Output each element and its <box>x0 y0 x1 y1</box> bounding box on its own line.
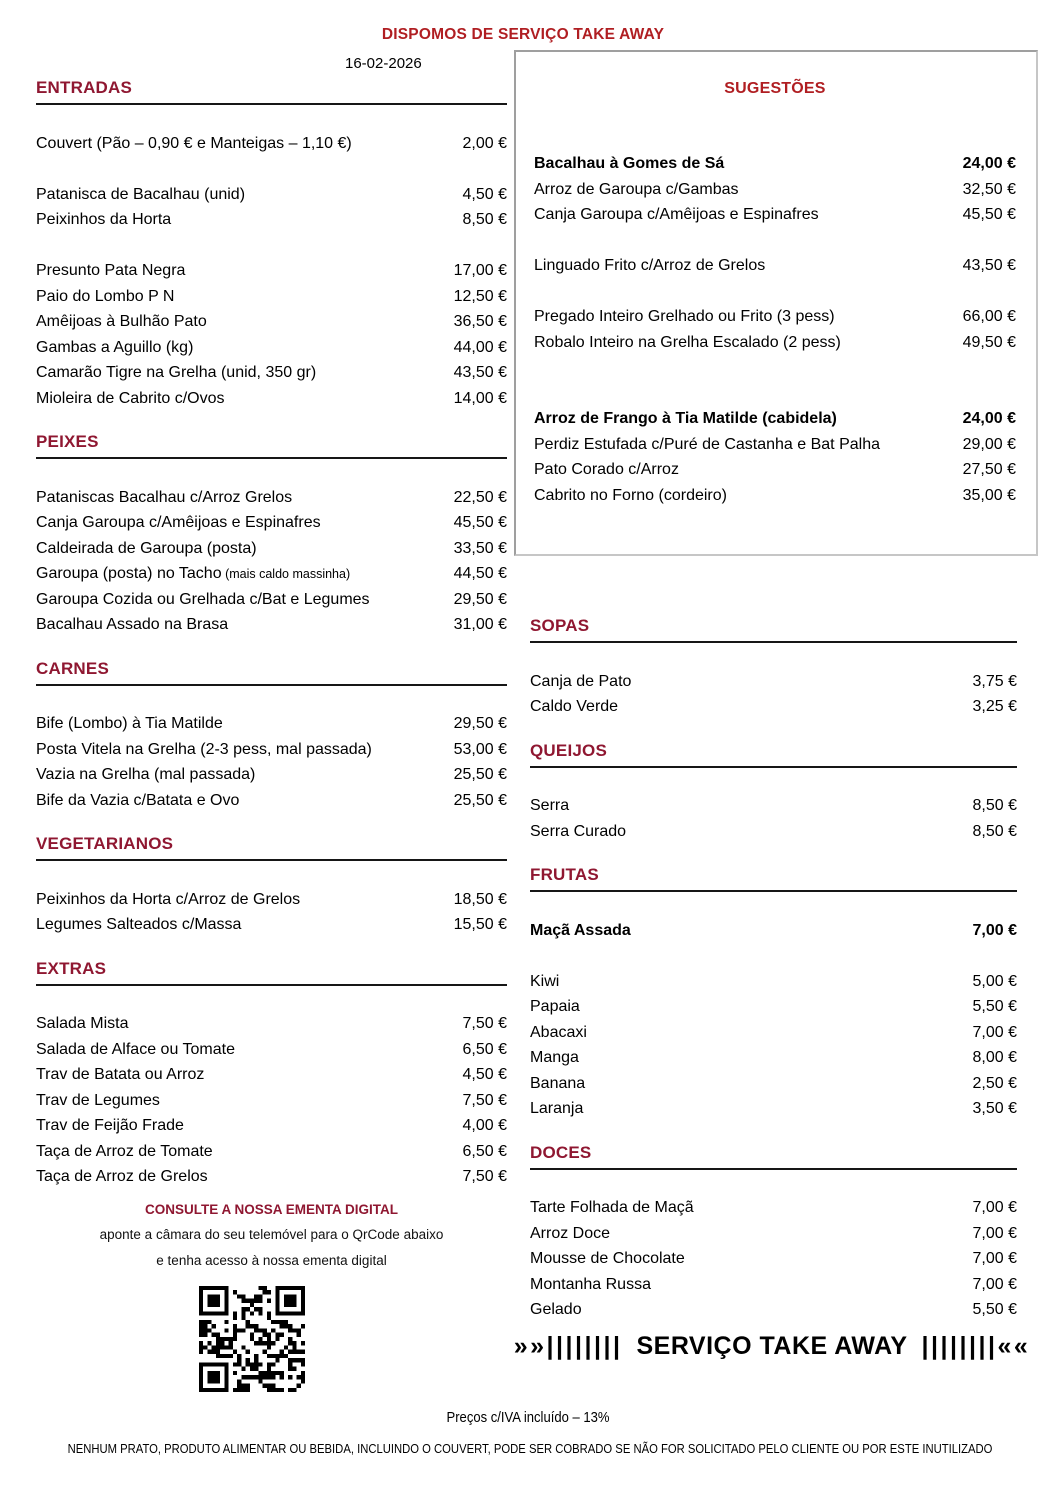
menu-item-price: 66,00 € <box>962 308 1016 325</box>
menu-item <box>530 1096 1017 1122</box>
menu-group <box>36 131 507 157</box>
section-heading: SOPAS <box>530 615 1017 643</box>
menu-item <box>36 1011 507 1037</box>
menu-item <box>530 1297 1017 1323</box>
menu-item-name: Posta Vitela na Grelha (2-3 pess, mal passada) <box>36 740 372 758</box>
menu-item-name: Caldeirada de Garoupa (posta) <box>36 539 257 557</box>
menu-item-price: 44,00 € <box>453 338 507 356</box>
menu-item <box>530 969 1017 995</box>
section-heading: EXTRAS <box>36 958 507 986</box>
menu-item-price: 18,50 € <box>453 890 507 908</box>
menu-group <box>36 887 507 938</box>
menu-item-name: Arroz Doce <box>530 1224 611 1242</box>
menu-item-price: 17,00 € <box>453 262 507 279</box>
section-heading: QUEIJOS <box>530 740 1017 768</box>
menu-item-price: 33,50 € <box>453 539 507 557</box>
menu-item-price: 53,00 € <box>453 740 507 758</box>
menu-item <box>36 335 507 361</box>
menu-item-price: 25,50 € <box>453 766 507 783</box>
banner-right-marks: ||||||||«« <box>921 1332 1031 1360</box>
menu-item-price: 3,75 € <box>972 672 1017 690</box>
menu-item <box>530 1272 1017 1298</box>
menu-item <box>36 536 507 562</box>
takeaway-banner <box>513 1332 1031 1361</box>
vat-note: Preços c/IVA incluído – 13% <box>446 1410 610 1426</box>
menu-item-price: 7,00 € <box>972 1250 1017 1267</box>
menu-group <box>534 406 1016 508</box>
disclaimer: NENHUM PRATO, PRODUTO ALIMENTAR OU BEBIDA, INCLUINDO O COUVERT, PODE SER COBRADO SE NÃO FOR SOLICITADO PELO CLIENTE OU POR ESTE INUTILIZADO <box>67 1441 993 1456</box>
menu-group <box>530 1195 1017 1323</box>
menu-item <box>36 1164 507 1190</box>
menu-item-price: 31,00 € <box>453 616 507 633</box>
menu-item-price: 6,50 € <box>462 1040 507 1058</box>
menu-item-price: 29,50 € <box>453 715 507 732</box>
menu-item-price: 8,50 € <box>972 822 1017 840</box>
menu-item <box>530 669 1017 695</box>
menu-item-price: 7,50 € <box>462 1091 507 1109</box>
digital-note-line2: aponte a câmara do seu telemóvel para o QrCode abaixo <box>99 1226 444 1242</box>
menu-item-price: 45,50 € <box>453 514 507 531</box>
menu-group <box>530 969 1017 1122</box>
menu-item-price: 49,50 € <box>962 333 1016 351</box>
menu-group <box>36 258 507 411</box>
menu-item <box>534 432 1016 458</box>
menu-item-price: 8,00 € <box>972 1049 1017 1066</box>
menu-section <box>36 77 507 411</box>
menu-item <box>36 386 507 412</box>
page-title: DISPOMOS DE SERVIÇO TAKE AWAY <box>381 26 665 43</box>
menu-item-name: Salada Mista <box>36 1015 129 1032</box>
menu-item-name: Salada de Alface ou Tomate <box>36 1040 235 1058</box>
menu-item <box>36 360 507 386</box>
menu-item-price: 4,50 € <box>462 185 507 203</box>
menu-group <box>530 669 1017 720</box>
menu-item-price: 35,00 € <box>962 486 1016 504</box>
menu-group <box>534 304 1016 355</box>
menu-item-price: 3,25 € <box>972 698 1017 715</box>
left-menu-sections <box>36 77 507 1190</box>
menu-item <box>36 1113 507 1139</box>
menu-item <box>534 202 1016 228</box>
menu-group <box>534 253 1016 279</box>
menu-item-name: Robalo Inteiro na Grelha Escalado (2 pess) <box>534 333 841 351</box>
menu-item-price: 7,50 € <box>462 1015 507 1032</box>
menu-item <box>36 587 507 613</box>
menu-item-name: Papaia <box>530 998 580 1015</box>
menu-item-price: 7,00 € <box>972 921 1017 939</box>
menu-section <box>36 431 507 638</box>
menu-item <box>36 788 507 814</box>
menu-item-name: Bife (Lombo) à Tia Matilde <box>36 715 223 732</box>
menu-item-name: Maçã Assada <box>530 921 631 939</box>
menu-item-name: Pato Corado c/Arroz <box>534 461 679 478</box>
menu-item <box>36 510 507 536</box>
menu-item <box>530 1195 1017 1221</box>
menu-item <box>534 406 1016 432</box>
suggestions-title: SUGESTÕES <box>724 80 826 97</box>
menu-item-name: Cabrito no Forno (cordeiro) <box>534 486 727 504</box>
menu-item <box>530 918 1017 944</box>
menu-item <box>534 151 1016 177</box>
menu-item <box>534 177 1016 203</box>
menu-item-price: 25,50 € <box>453 791 507 809</box>
menu-item-price: 29,00 € <box>962 435 1016 453</box>
right-column <box>530 595 1017 1323</box>
menu-section <box>530 740 1017 845</box>
menu-item-price: 22,50 € <box>453 488 507 506</box>
banner-title: SERVIÇO TAKE AWAY <box>636 1332 908 1360</box>
section-heading: CARNES <box>36 658 507 686</box>
menu-item <box>36 1037 507 1063</box>
suggestions-items <box>534 151 1016 508</box>
menu-item <box>36 762 507 788</box>
menu-item-price: 7,00 € <box>972 1224 1017 1242</box>
menu-item-name: Garoupa Cozida ou Grelhada c/Bat e Legumes <box>36 590 370 608</box>
menu-item-name: Arroz de Frango à Tia Matilde (cabidela) <box>534 410 837 427</box>
menu-item <box>534 457 1016 483</box>
menu-item <box>36 1139 507 1165</box>
menu-item-name: Trav de Feijão Frade <box>36 1117 184 1134</box>
menu-item-name: Pataniscas Bacalhau c/Arroz Grelos <box>36 488 293 506</box>
menu-item-name: Laranja <box>530 1100 584 1117</box>
menu-item-name: Tarte Folhada de Maçã <box>530 1199 694 1216</box>
menu-item <box>534 253 1016 279</box>
menu-item-price: 8,50 € <box>462 211 507 228</box>
menu-item-name: Canja Garoupa c/Amêijoas e Espinafres <box>534 206 819 223</box>
menu-item-name: Canja Garoupa c/Amêijoas e Espinafres <box>36 514 321 531</box>
menu-item-price: 43,50 € <box>453 364 507 381</box>
menu-item-name: Pregado Inteiro Grelhado ou Frito (3 pess) <box>534 308 835 325</box>
menu-item-name: Taça de Arroz de Tomate <box>36 1142 213 1160</box>
menu-item <box>36 612 507 638</box>
menu-item-price: 5,00 € <box>972 972 1017 990</box>
menu-item-price: 45,50 € <box>962 206 1016 223</box>
digital-note-title: CONSULTE A NOSSA EMENTA DIGITAL <box>145 1201 398 1217</box>
banner-left-marks: »»|||||||| <box>513 1332 623 1360</box>
menu-item <box>36 561 507 587</box>
menu-item-name: Caldo Verde <box>530 698 619 715</box>
menu-item-name: Kiwi <box>530 972 560 990</box>
menu-group <box>534 151 1016 228</box>
menu-item <box>530 1221 1017 1247</box>
menu-date: 16-02-2026 <box>345 55 422 72</box>
menu-item-price: 7,00 € <box>972 1275 1017 1293</box>
menu-item-price: 24,00 € <box>962 410 1016 427</box>
menu-item-name: Banana <box>530 1074 586 1092</box>
menu-item-price: 4,50 € <box>462 1066 507 1083</box>
menu-item-price: 29,50 € <box>453 590 507 608</box>
digital-note-line3: e tenha acesso à nossa ementa digital <box>156 1252 387 1268</box>
menu-item <box>36 182 507 208</box>
menu-item-price: 12,50 € <box>453 287 507 305</box>
menu-group <box>530 918 1017 944</box>
menu-item-price: 14,00 € <box>453 389 507 407</box>
menu-item <box>36 912 507 938</box>
menu-item-price: 8,50 € <box>972 797 1017 814</box>
menu-item-note: (mais caldo massinha) <box>221 567 351 581</box>
menu-item-name: Paio do Lombo P N <box>36 287 175 305</box>
menu-item-price: 2,50 € <box>972 1074 1017 1092</box>
menu-item <box>530 994 1017 1020</box>
menu-item <box>36 737 507 763</box>
menu-item-name: Bife da Vazia c/Batata e Ovo <box>36 791 240 809</box>
menu-item <box>530 1246 1017 1272</box>
menu-item-name: Presunto Pata Negra <box>36 262 186 279</box>
menu-item <box>530 694 1017 720</box>
menu-item-name: Montanha Russa <box>530 1275 651 1293</box>
menu-item <box>36 1088 507 1114</box>
menu-section <box>36 958 507 1190</box>
menu-item <box>530 1071 1017 1097</box>
menu-item-price: 15,50 € <box>453 916 507 933</box>
menu-section <box>530 1142 1017 1323</box>
menu-item-name: Vazia na Grelha (mal passada) <box>36 766 256 783</box>
digital-menu-note <box>36 1198 507 1392</box>
menu-item <box>36 309 507 335</box>
menu-item-price: 7,00 € <box>972 1023 1017 1041</box>
menu-item-name: Canja de Pato <box>530 672 632 690</box>
menu-section <box>36 658 507 814</box>
menu-item-price: 44,50 € <box>453 565 507 582</box>
menu-item <box>534 304 1016 330</box>
suggestions-box <box>514 50 1038 556</box>
menu-group <box>36 182 507 233</box>
menu-item-name: Serra <box>530 797 570 814</box>
menu-item-name: Mioleira de Cabrito c/Ovos <box>36 389 225 407</box>
menu-item-name: Bacalhau Assado na Brasa <box>36 616 229 633</box>
right-menu-sections <box>530 615 1017 1323</box>
menu-item-name: Arroz de Garoupa c/Gambas <box>534 180 739 198</box>
menu-item-name: Couvert (Pão – 0,90 € e Manteigas – 1,10 €) <box>36 134 352 152</box>
section-heading: DOCES <box>530 1142 1017 1170</box>
menu-item <box>36 258 507 284</box>
menu-item-price: 3,50 € <box>972 1100 1017 1117</box>
menu-item <box>36 131 507 157</box>
menu-group <box>36 711 507 813</box>
menu-item <box>534 330 1016 356</box>
menu-item-name: Manga <box>530 1049 579 1066</box>
left-column <box>36 77 507 1392</box>
menu-item-price: 6,50 € <box>462 1142 507 1160</box>
menu-group <box>36 485 507 638</box>
menu-item-name: Taça de Arroz de Grelos <box>36 1168 208 1185</box>
menu-item <box>36 887 507 913</box>
menu-item-price: 24,00 € <box>962 155 1016 172</box>
menu-item-price: 7,50 € <box>462 1168 507 1185</box>
menu-item <box>530 1020 1017 1046</box>
menu-item-name: Trav de Batata ou Arroz <box>36 1066 205 1083</box>
menu-item-price: 5,50 € <box>972 1301 1017 1318</box>
menu-item-price: 27,50 € <box>962 461 1016 478</box>
menu-group <box>530 793 1017 844</box>
menu-item-price: 2,00 € <box>462 134 507 152</box>
menu-item <box>534 483 1016 509</box>
menu-group <box>36 1011 507 1190</box>
menu-item-name: Patanisca de Bacalhau (unid) <box>36 185 246 203</box>
section-heading: FRUTAS <box>530 864 1017 892</box>
menu-item-name: Legumes Salteados c/Massa <box>36 916 242 933</box>
menu-item <box>530 1045 1017 1071</box>
menu-item-name: Gelado <box>530 1301 582 1318</box>
menu-item <box>36 284 507 310</box>
menu-item-name: Peixinhos da Horta c/Arroz de Grelos <box>36 890 301 908</box>
menu-item <box>36 207 507 233</box>
menu-item <box>530 819 1017 845</box>
qr-code-image <box>199 1286 305 1392</box>
menu-item-name: Serra Curado <box>530 822 627 840</box>
menu-item <box>36 485 507 511</box>
menu-item-price: 4,00 € <box>462 1117 507 1134</box>
menu-item-price: 5,50 € <box>972 998 1017 1015</box>
menu-item-name: Garoupa (posta) no Tacho (mais caldo massinha) <box>36 565 351 582</box>
menu-section <box>530 864 1017 1122</box>
menu-section <box>530 615 1017 720</box>
menu-item-name: Trav de Legumes <box>36 1091 160 1109</box>
menu-item-price: 36,50 € <box>453 313 507 330</box>
menu-item-name: Gambas a Aguillo (kg) <box>36 338 194 356</box>
menu-item <box>36 1062 507 1088</box>
menu-section <box>36 833 507 938</box>
menu-item-name: Bacalhau à Gomes de Sá <box>534 155 725 172</box>
menu-item-price: 43,50 € <box>962 257 1016 274</box>
qr-code <box>199 1286 305 1392</box>
menu-item-price: 32,50 € <box>962 180 1016 198</box>
menu-item-name: Peixinhos da Horta <box>36 211 172 228</box>
menu-item-name: Mousse de Chocolate <box>530 1250 685 1267</box>
menu-item-name: Linguado Frito c/Arroz de Grelos <box>534 257 766 274</box>
section-heading: ENTRADAS <box>36 77 507 105</box>
section-heading: VEGETARIANOS <box>36 833 507 861</box>
section-heading: PEIXES <box>36 431 507 459</box>
menu-item <box>530 793 1017 819</box>
menu-item-name: Amêijoas à Bulhão Pato <box>36 313 207 330</box>
menu-item-name: Perdiz Estufada c/Puré de Castanha e Bat Palha <box>534 435 880 453</box>
menu-item-name: Abacaxi <box>530 1023 587 1041</box>
menu-item <box>36 711 507 737</box>
menu-item-price: 7,00 € <box>972 1199 1017 1216</box>
menu-item-name: Camarão Tigre na Grelha (unid, 350 gr) <box>36 364 317 381</box>
